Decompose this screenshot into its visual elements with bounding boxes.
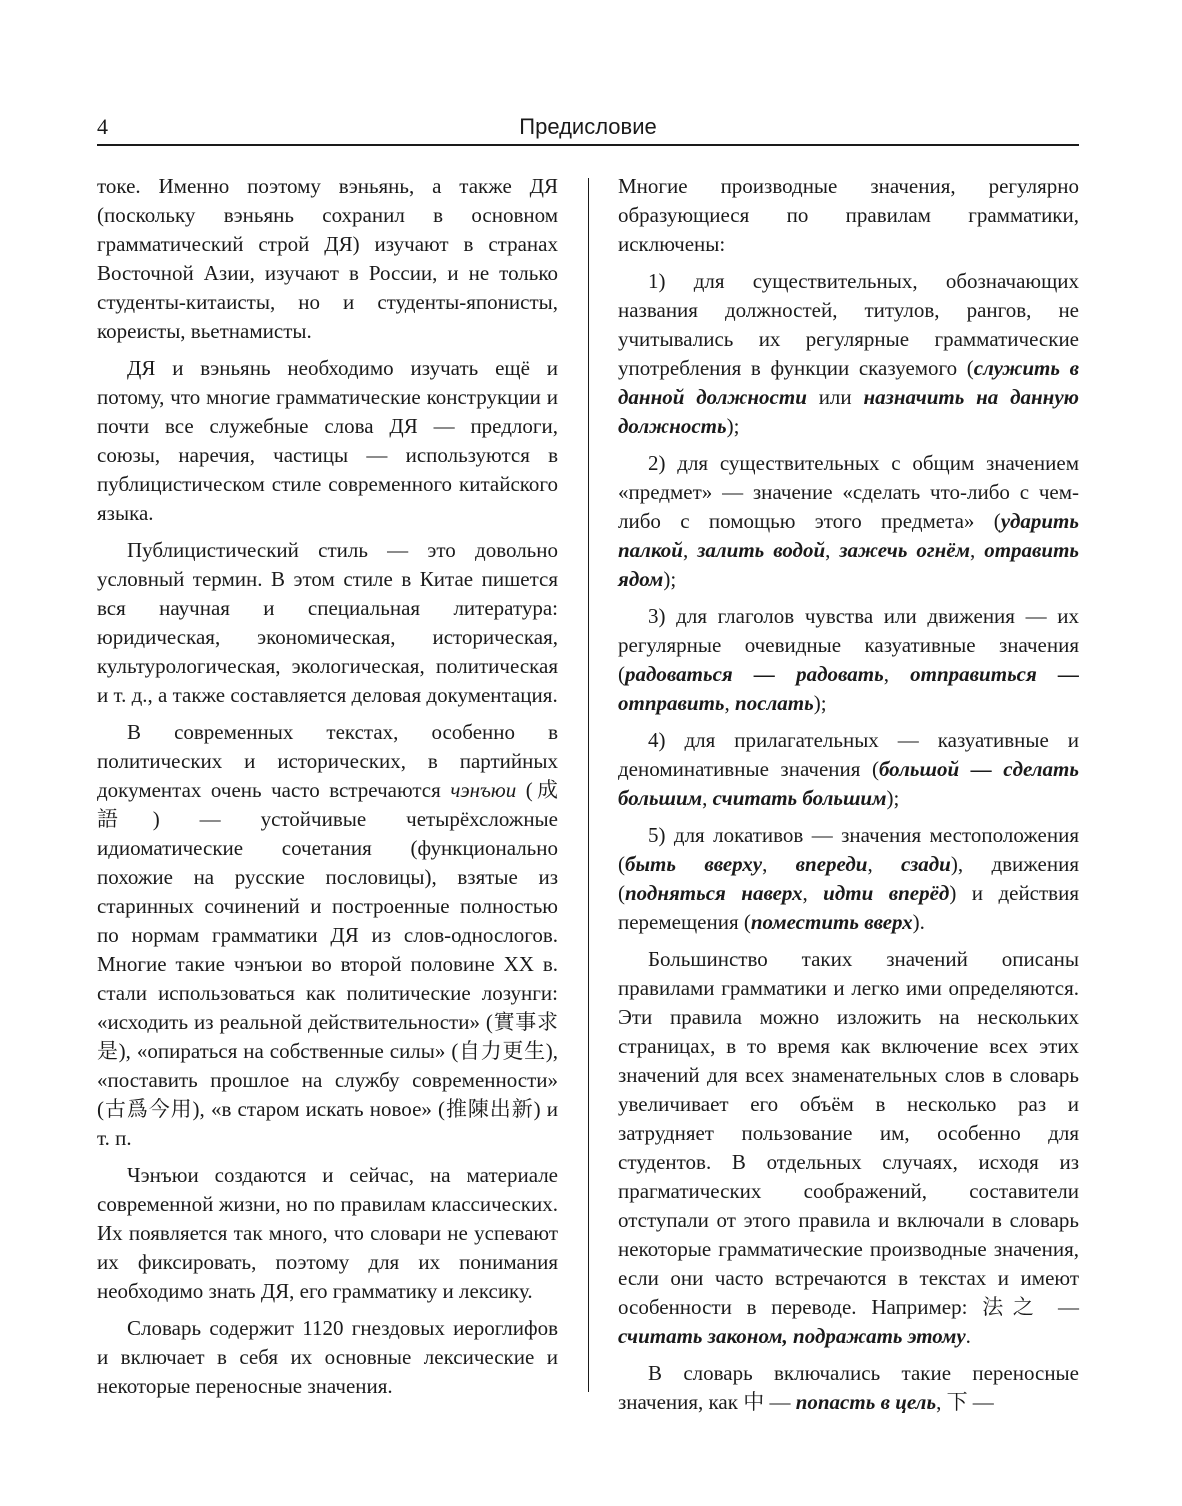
example-term: большой — сделать большим bbox=[618, 757, 1079, 810]
example-term: радоваться — радовать bbox=[625, 662, 884, 686]
example-term: назначить на данную должность bbox=[618, 385, 1079, 438]
example-term: ударить палкой bbox=[618, 509, 1079, 562]
list-item bbox=[618, 726, 1079, 813]
paragraph: Многие производные значения, регулярно образующиеся по правилам грамматики, исключены: bbox=[618, 174, 1079, 256]
separator: , bbox=[825, 538, 840, 562]
separator: , bbox=[762, 852, 796, 876]
paragraph: токе. Именно поэтому вэньянь, а также ДЯ (поскольку вэньянь сохранил в основном грамматический строй ДЯ) изучают в странах Восточной Азии, изучают в России, и не только студенты-китаисты, но и студенты-японисты, кореисты, вьетнамисты. bbox=[97, 174, 558, 343]
separator: , bbox=[802, 881, 824, 905]
left-column bbox=[97, 172, 558, 1401]
example-term: впереди bbox=[795, 852, 868, 876]
example-term: идти вперёд bbox=[823, 881, 950, 905]
term-chengyu: чэнъюи bbox=[450, 778, 517, 802]
example-term: служить в данной должности bbox=[618, 356, 1079, 409]
separator: , bbox=[724, 691, 736, 715]
text-span: ) и действия перемещения ( bbox=[618, 881, 1079, 934]
paragraph: Чэнъюи создаются и сейчас, на материале современной жизни, но по правилам классических. Их появляется так много, что словари не успевают их фиксировать, поэтому для их понимания необходимо знать ДЯ, его грамматику и лексику. bbox=[97, 1163, 558, 1303]
paragraph bbox=[97, 718, 558, 1153]
paragraph: Публицистический стиль — это довольно условный термин. В этом стиле в Китае пишется вся научная и специальная литература: юридическая, экономическая, историческая, культурологическая, экологическая, политическая и т. д., а также составляется деловая документация. bbox=[97, 538, 558, 707]
column-divider bbox=[588, 178, 589, 1392]
text-span: , 下 — bbox=[936, 1390, 994, 1414]
paragraph bbox=[618, 1359, 1079, 1417]
separator: , bbox=[969, 538, 985, 562]
separator: , bbox=[682, 538, 698, 562]
list-item bbox=[618, 449, 1079, 594]
example-term: зажечь огнём bbox=[839, 538, 970, 562]
text-span: ); bbox=[663, 567, 677, 591]
paragraph: Словарь содержит 1120 гнездовых иероглифов и включает в себя их основные лексические и некоторые переносные значения. bbox=[97, 1316, 558, 1398]
list-item bbox=[618, 267, 1079, 441]
example-term: попасть в цель bbox=[795, 1390, 937, 1414]
list-item bbox=[618, 821, 1079, 937]
text-span: ), движения ( bbox=[618, 852, 1079, 905]
page-number: 4 bbox=[97, 114, 108, 139]
paragraph bbox=[618, 945, 1079, 1351]
separator: , bbox=[702, 786, 713, 810]
text-span: В современных текстах, особенно в политических и исторических, в партийных документах очень часто встречаются bbox=[97, 720, 558, 802]
text-span: 1) для существительных, обозначающих названия должностей, титулов, рангов, не учитывались их регулярные грамматические употребления в функции сказуемого ( bbox=[618, 269, 1079, 380]
example-term: отравить ядом bbox=[618, 538, 1080, 591]
example-term: залить водой bbox=[697, 538, 826, 562]
example-term: подняться наверх bbox=[625, 881, 803, 905]
text-span: (成語) — устойчивые четырёхсложные идиоматические сочетания (функционально похожие на русские пословицы), взятые из старинных сочинений и построенные полностью по нормам грамматики ДЯ из слов-однослогов. Многие такие чэнъюи во второй половине XX в. стали использоваться как политические лозунги: «исходить из реальной действительности» (實事求是), «опираться на собственные силы» (自力更生), «поставить прошлое на службу современности» (古爲今用), «в старом искать новое» (推陳出新) и т. п. bbox=[97, 778, 558, 1150]
page-header bbox=[97, 110, 1079, 146]
text-span: Большинство таких значений описаны правилами грамматики и легко ими определяются. Эти правила можно изложить на нескольких страницах, в то время как включение всех этих значений для всех знаменательных слов в словарь увеличивает его объём в несколько раз и затрудняет пользование им, особенно для студентов. В отдельных случаях, исходя из прагматических соображений, составители отступали от этого правила и включали в словарь некоторые грамматические производные значения, если они часто встречаются в текстах и имеют особенности в переводе. Например: 法之 — bbox=[618, 947, 1079, 1319]
example-term: отправиться — отправить bbox=[618, 662, 1079, 715]
text-span: 5) для локативов — значения местоположения ( bbox=[618, 823, 1079, 876]
example-term: считать большим bbox=[712, 786, 887, 810]
paragraph: ДЯ и вэньянь необходимо изучать ещё и потому, что многие грамматические конструкции и почти все служебные слова ДЯ — предлоги, союзы, наречия, частицы — используются в публицистическом стиле современного китайского языка. bbox=[97, 356, 558, 525]
text-span: . bbox=[965, 1324, 971, 1348]
text-span: В словарь включались такие переносные значения, как 中 — bbox=[618, 1361, 1079, 1414]
separator: , bbox=[883, 662, 911, 686]
example-term: сзади bbox=[901, 852, 951, 876]
section-title: Предисловие bbox=[519, 114, 657, 139]
text-span: 3) для глаголов чувства или движения — их регулярные очевидные казуативные значения ( bbox=[618, 604, 1079, 686]
text-span: ). bbox=[912, 910, 925, 934]
text-span: ); bbox=[813, 691, 827, 715]
example-term: поместить вверх bbox=[750, 910, 913, 934]
example-term: быть вверху bbox=[625, 852, 763, 876]
text-span: 2) для существительных с общим значением «предмет» — значение «сделать что-либо с чем-либо с помощью этого предмета» ( bbox=[618, 451, 1079, 533]
text-span: ); bbox=[726, 414, 740, 438]
separator: , bbox=[867, 852, 902, 876]
example-term: считать законом, подражать этому bbox=[618, 1324, 966, 1348]
text-span: ); bbox=[886, 786, 900, 810]
text-span: или bbox=[806, 385, 864, 409]
example-term: послать bbox=[735, 691, 814, 715]
list-item bbox=[618, 602, 1079, 718]
right-column bbox=[618, 172, 1079, 1417]
text-span: 4) для прилагательных — казуативные и деноминативные значения ( bbox=[618, 728, 1079, 781]
